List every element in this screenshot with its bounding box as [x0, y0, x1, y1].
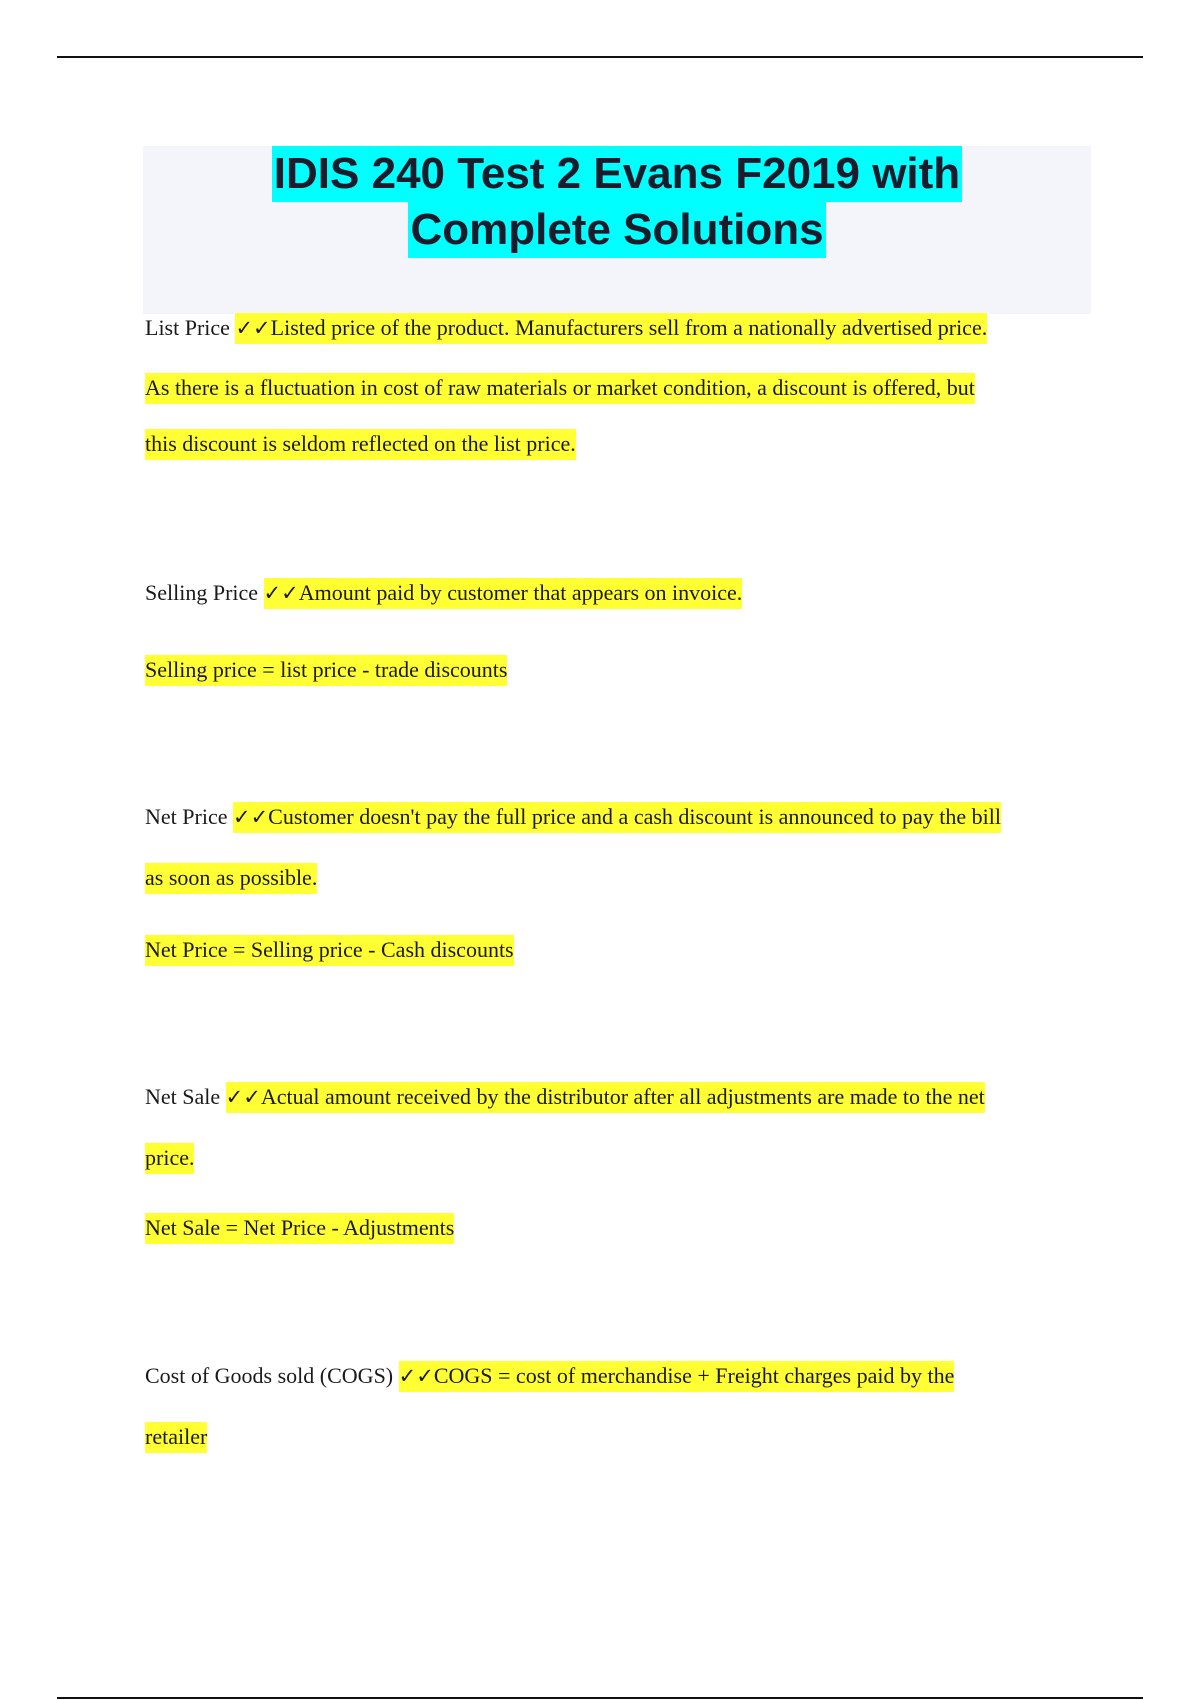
top-rule [57, 56, 1143, 58]
term-label: Net Sale [145, 1084, 226, 1109]
title-line-1: IDIS 240 Test 2 Evans F2019 with [272, 146, 962, 202]
answer-line [145, 1423, 207, 1451]
check-mark-icon: ✓✓ [225, 1085, 261, 1109]
formula-text: Net Sale = Net Price - Adjustments [145, 1213, 454, 1244]
answer-text: as soon as possible. [145, 863, 317, 894]
term-label: Selling Price [145, 580, 264, 605]
formula-line [145, 936, 514, 964]
answer-text: Listed price of the product. Manufacturers sell from a nationally advertised price. [270, 315, 988, 340]
formula-line [145, 1214, 454, 1242]
entry-first-line [145, 579, 742, 607]
check-mark-icon: ✓✓ [398, 1364, 434, 1388]
answer-line [145, 374, 975, 402]
entry-first-line [145, 1362, 954, 1390]
term-label: Net Price [145, 804, 233, 829]
title-line-2: Complete Solutions [408, 202, 825, 258]
term-label: Cost of Goods sold (COGS) [145, 1363, 399, 1388]
answer-text: Actual amount received by the distributor after all adjustments are made to the net [260, 1084, 985, 1109]
answer-line [145, 430, 576, 458]
check-mark-icon: ✓✓ [232, 805, 269, 829]
formula-text: Net Price = Selling price - Cash discounts [145, 935, 514, 966]
answer-line [145, 1144, 194, 1172]
answer-text: price. [145, 1143, 194, 1174]
answer-text: As there is a fluctuation in cost of raw materials or market condition, a discount is offered, but [145, 373, 975, 404]
formula-text: Selling price = list price - trade discounts [145, 655, 507, 686]
answer-text: COGS = cost of merchandise + Freight charges paid by the [433, 1363, 955, 1388]
bottom-rule [57, 1697, 1143, 1699]
answer-text: retailer [145, 1422, 207, 1453]
answer-text: this discount is seldom reflected on the list price. [145, 429, 576, 460]
entry-first-line [145, 803, 1001, 831]
title-banner [143, 146, 1091, 314]
document-title [143, 146, 1091, 258]
answer-text: Customer doesn't pay the full price and a cash discount is announced to pay the bill [268, 804, 1002, 829]
answer-line [145, 864, 317, 892]
term-label: List Price [145, 315, 236, 340]
check-mark-icon: ✓✓ [235, 316, 271, 340]
entry-first-line [145, 1083, 985, 1111]
entry-first-line [145, 314, 987, 342]
answer-text: Amount paid by customer that appears on invoice. [298, 580, 743, 605]
check-mark-icon: ✓✓ [263, 581, 299, 605]
formula-line [145, 656, 507, 684]
